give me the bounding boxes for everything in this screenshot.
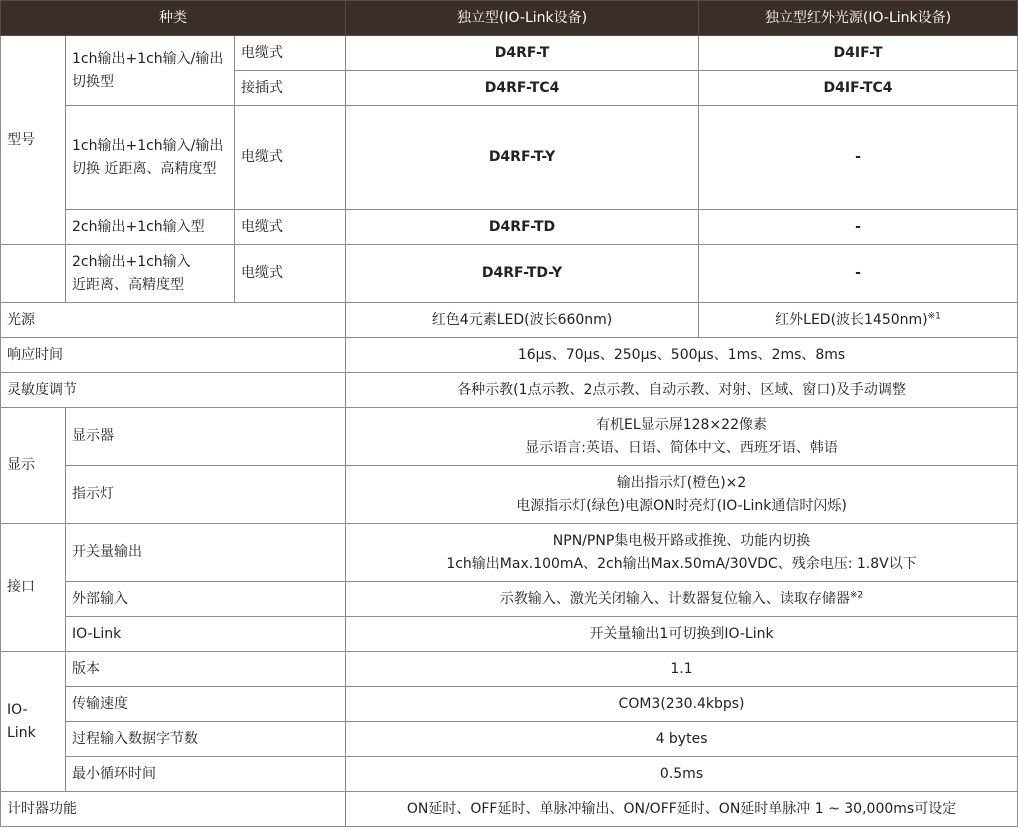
- header-standalone: 独立型(IO-Link设备): [346, 1, 699, 36]
- table-row: [1, 617, 1018, 652]
- table-row: [1, 582, 1018, 617]
- table-row: [1, 245, 1018, 303]
- table-row: [1, 652, 1018, 687]
- model-group-4: 2ch输出+1ch输入 近距离、高精度型: [66, 245, 235, 303]
- timer-value: ON延时、OFF延时、单脉冲输出、ON/OFF延时、ON延时单脉冲 1 ~ 30,000ms可设定: [346, 792, 1018, 827]
- model-code: D4RF-TD: [346, 210, 699, 245]
- model-group-1: 1ch输出+1ch输入/输出切换型: [66, 36, 235, 106]
- model-code: D4RF-TC4: [346, 71, 699, 106]
- model-code: D4IF-TC4: [699, 71, 1018, 106]
- table-row: [1, 687, 1018, 722]
- table-row: [1, 210, 1018, 245]
- sensitivity-value: 各种示教(1点示教、2点示教、自动示教、对射、区域、窗口)及手动调整: [346, 373, 1018, 408]
- model-code: -: [699, 245, 1018, 303]
- external-input-value: 示教输入、激光关闭输入、计数器复位输入、读取存储器$^{※2}$: [346, 582, 1018, 617]
- cycle-label: 最小循环时间: [66, 757, 346, 792]
- iolink-label: IO-Link: [66, 617, 346, 652]
- table-row: [1, 757, 1018, 792]
- model-code: D4RF-T: [346, 36, 699, 71]
- version-label: 版本: [66, 652, 346, 687]
- switch-output-label: 开关量输出: [66, 524, 346, 582]
- bytes-value: 4 bytes: [346, 722, 1018, 757]
- cable-type: 电缆式: [235, 106, 346, 210]
- model-code: -: [699, 210, 1018, 245]
- table-row: [1, 792, 1018, 827]
- model-code: D4IF-T: [699, 36, 1018, 71]
- cable-type: 电缆式: [235, 210, 346, 245]
- connector-type: 接插式: [235, 71, 346, 106]
- display-screen-label: 显示器: [66, 408, 346, 466]
- indicator-label: 指示灯: [66, 466, 346, 524]
- header-row: [1, 1, 1018, 36]
- table-row: [1, 524, 1018, 582]
- cable-type: 电缆式: [235, 245, 346, 303]
- display-screen-value: 有机EL显示屏128×22像素 显示语言:英语、日语、简体中文、西班牙语、韩语: [346, 408, 1018, 466]
- switch-output-value: NPN/PNP集电极开路或推挽、功能内切换 1ch输出Max.100mA、2ch输出Max.50mA/30VDC、残余电压: 1.8V以下: [346, 524, 1018, 582]
- response-label: 响应时间: [1, 338, 346, 373]
- external-input-label: 外部输入: [66, 582, 346, 617]
- header-type: 种类: [1, 1, 346, 36]
- iolink-value: 开关量输出1可切换到IO-Link: [346, 617, 1018, 652]
- table-row: [1, 338, 1018, 373]
- empty-cell: [1, 245, 66, 303]
- model-group-2: 1ch输出+1ch输入/输出 切换 近距离、高精度型: [66, 106, 235, 210]
- note-mark: ※1: [927, 310, 941, 321]
- light-source-ir: 红外LED(波长1450nm)$^{※1}$: [699, 303, 1018, 338]
- cycle-value: 0.5ms: [346, 757, 1018, 792]
- table-row: [1, 466, 1018, 524]
- io-link-label: IO- Link: [1, 652, 66, 792]
- bytes-label: 过程输入数据字节数: [66, 722, 346, 757]
- model-code: D4RF-T-Y: [346, 106, 699, 210]
- model-code: -: [699, 106, 1018, 210]
- table-row: [1, 373, 1018, 408]
- light-source-label: 光源: [1, 303, 346, 338]
- interface-label: 接口: [1, 524, 66, 652]
- version-value: 1.1: [346, 652, 1018, 687]
- display-label: 显示: [1, 408, 66, 524]
- note-mark: ※2: [849, 589, 864, 600]
- header-standalone-ir: 独立型红外光源(IO-Link设备): [699, 1, 1018, 36]
- model-label: 型号: [1, 36, 66, 245]
- speed-label: 传输速度: [66, 687, 346, 722]
- light-source-red: 红色4元素LED(波长660nm): [346, 303, 699, 338]
- table-row: [1, 303, 1018, 338]
- table-row: [1, 36, 1018, 71]
- indicator-value: 输出指示灯(橙色)×2 电源指示灯(绿色)电源ON时亮灯(IO-Link通信时闪烁): [346, 466, 1018, 524]
- table-row: [1, 722, 1018, 757]
- timer-label: 计时器功能: [1, 792, 346, 827]
- model-group-3: 2ch输出+1ch输入型: [66, 210, 235, 245]
- table-row: [1, 106, 1018, 210]
- cable-type: 电缆式: [235, 36, 346, 71]
- speed-value: COM3(230.4kbps): [346, 687, 1018, 722]
- table-row: [1, 408, 1018, 466]
- response-value: 16μs、70μs、250μs、500μs、1ms、2ms、8ms: [346, 338, 1018, 373]
- sensitivity-label: 灵敏度调节: [1, 373, 346, 408]
- model-code: D4RF-TD-Y: [346, 245, 699, 303]
